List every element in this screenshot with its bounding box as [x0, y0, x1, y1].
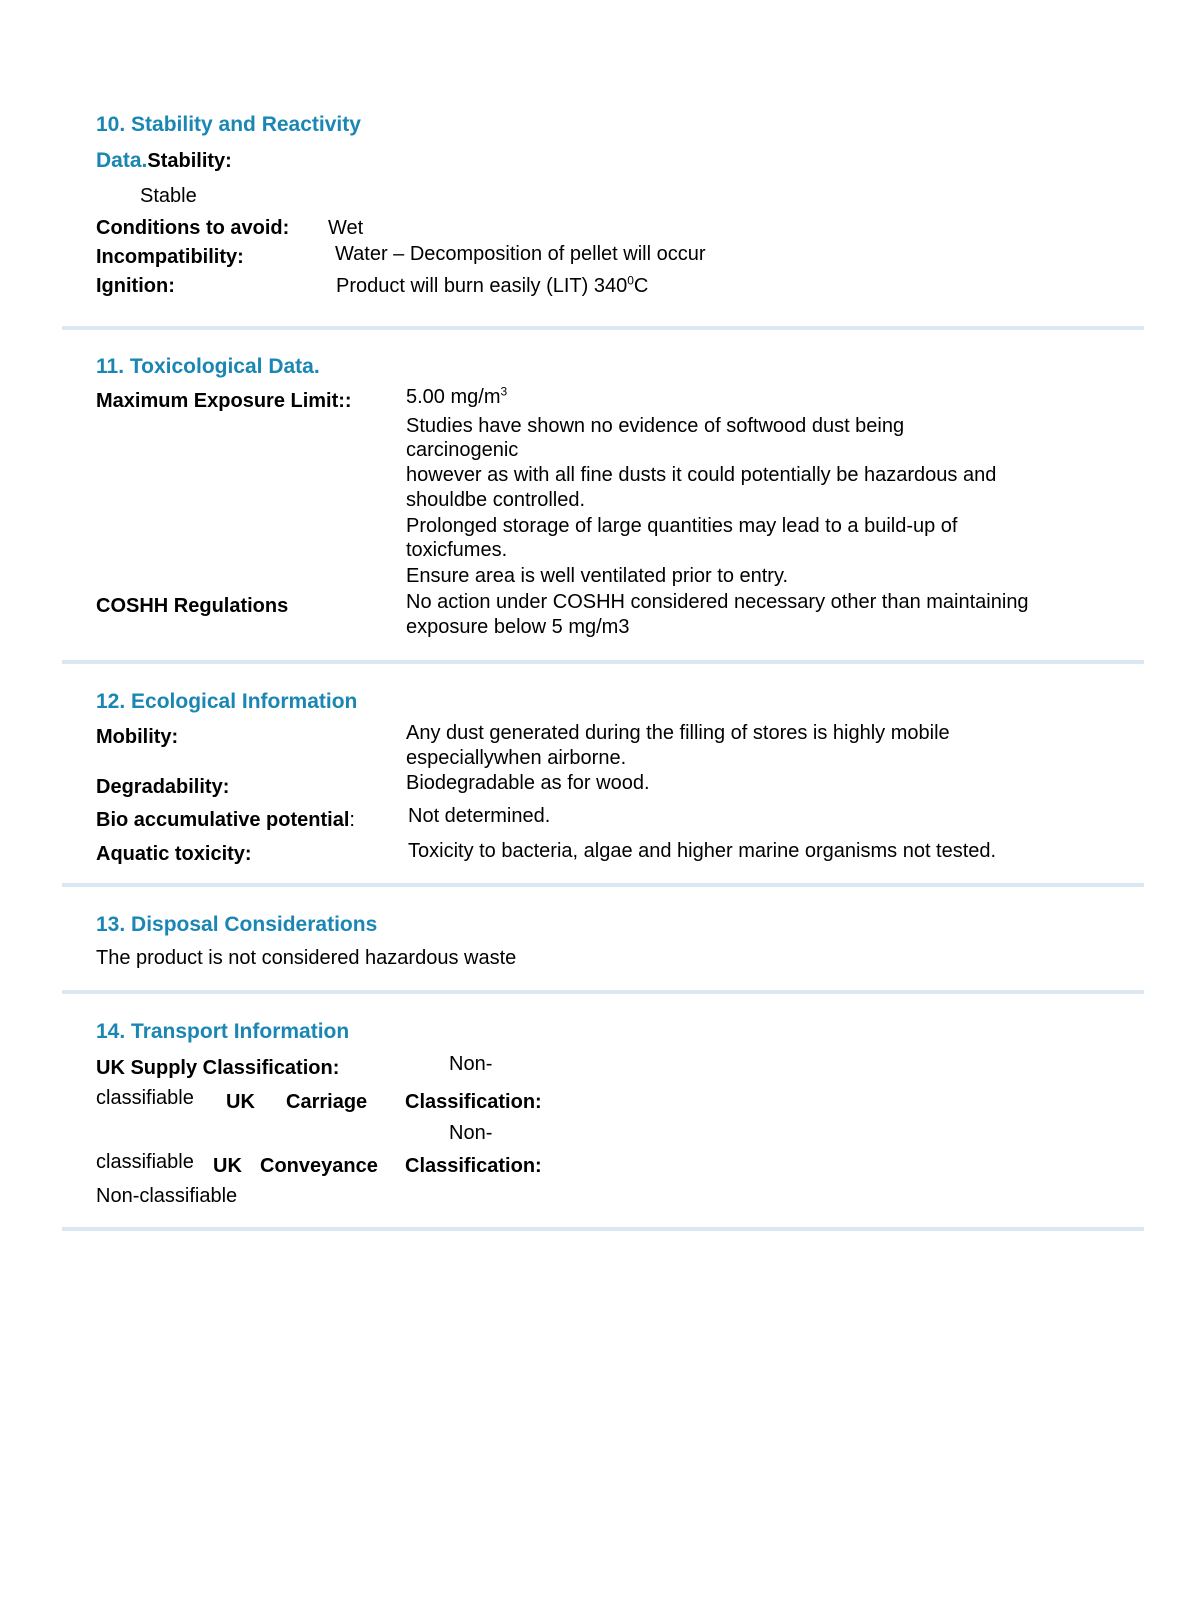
- incompatibility-value: Water – Decomposition of pellet will occur: [335, 243, 706, 265]
- mobility-line-1: Any dust generated during the filling of stores is highly mobile: [406, 722, 950, 744]
- tox-line-3: however as with all fine dusts it could potentially be hazardous and: [406, 464, 997, 486]
- incompatibility-label: Incompatibility:: [96, 246, 244, 268]
- ignition-value-unit: C: [633, 275, 649, 297]
- mel-value-sup: 3: [500, 384, 508, 399]
- non-1: Non-: [449, 1053, 493, 1075]
- section-11-heading: 11. Toxicological Data.: [96, 355, 320, 378]
- coshh-label: COSHH Regulations: [96, 595, 289, 617]
- aquatic-label: Aquatic toxicity:: [96, 843, 252, 865]
- bio-label-text: Bio accumulative potential: [96, 809, 350, 831]
- bio-value: Not determined.: [408, 805, 551, 827]
- classifiable-2: classifiable: [96, 1151, 194, 1173]
- non-classifiable: Non-classifiable: [96, 1185, 238, 1207]
- disposal-text: The product is not considered hazardous waste: [96, 947, 517, 969]
- ignition-value: [336, 274, 648, 298]
- section-10-heading-cont: Data.: [96, 149, 148, 172]
- tox-line-1: Studies have shown no evidence of softwood dust being: [406, 415, 905, 437]
- section-divider: [62, 1227, 1144, 1231]
- classifiable-1: classifiable: [96, 1087, 194, 1109]
- degradability-value: Biodegradable as for wood.: [406, 772, 650, 794]
- conditions-value: Wet: [328, 217, 364, 239]
- mel-value: [406, 385, 507, 409]
- uk-2: UK: [213, 1155, 242, 1177]
- section-13-heading: 13. Disposal Considerations: [96, 913, 378, 936]
- section-12-heading: 12. Ecological Information: [96, 690, 358, 713]
- ignition-value-sup: 0: [627, 273, 634, 288]
- mel-value-text: 5.00 mg/m: [406, 386, 501, 408]
- tox-line-2: carcinogenic: [406, 439, 519, 461]
- classification-1: Classification:: [405, 1091, 542, 1113]
- coshh-line-1: No action under COSHH considered necessary other than maintaining: [406, 591, 1029, 613]
- ignition-label: Ignition:: [96, 275, 175, 297]
- tox-line-6: toxicfumes.: [406, 539, 508, 561]
- section-divider: [62, 326, 1144, 330]
- degradability-label: Degradability:: [96, 776, 230, 798]
- coshh-line-2: exposure below 5 mg/m3: [406, 616, 630, 638]
- supply-classification-label: UK Supply Classification:: [96, 1057, 340, 1079]
- mobility-line-2: especiallywhen airborne.: [406, 747, 627, 769]
- classification-2: Classification:: [405, 1155, 542, 1177]
- bio-label-colon: :: [349, 809, 355, 831]
- stability-value: Stable: [140, 185, 197, 207]
- aquatic-value: Toxicity to bacteria, algae and higher marine organisms not tested.: [408, 840, 997, 862]
- conditions-label: Conditions to avoid:: [96, 217, 290, 239]
- uk-1: UK: [226, 1091, 255, 1113]
- section-10-subheading: [96, 149, 232, 173]
- section-divider: [62, 660, 1144, 664]
- tox-line-4: shouldbe controlled.: [406, 489, 586, 511]
- carriage-label: Carriage: [286, 1091, 368, 1113]
- bio-label: [96, 808, 355, 832]
- mel-label: Maximum Exposure Limit::: [96, 390, 352, 412]
- ignition-value-text: Product will burn easily (LIT) 340: [336, 275, 628, 297]
- section-divider: [62, 883, 1144, 887]
- section-10-heading: 10. Stability and Reactivity: [96, 113, 361, 136]
- tox-line-5: Prolonged storage of large quantities may lead to a build-up of: [406, 515, 958, 537]
- section-14-heading: 14. Transport Information: [96, 1020, 350, 1043]
- non-2: Non-: [449, 1122, 493, 1144]
- tox-line-7: Ensure area is well ventilated prior to entry.: [406, 565, 789, 587]
- stability-label: Stability:: [147, 150, 232, 172]
- conveyance-label: Conveyance: [260, 1155, 378, 1177]
- mobility-label: Mobility:: [96, 726, 179, 748]
- section-divider: [62, 990, 1144, 994]
